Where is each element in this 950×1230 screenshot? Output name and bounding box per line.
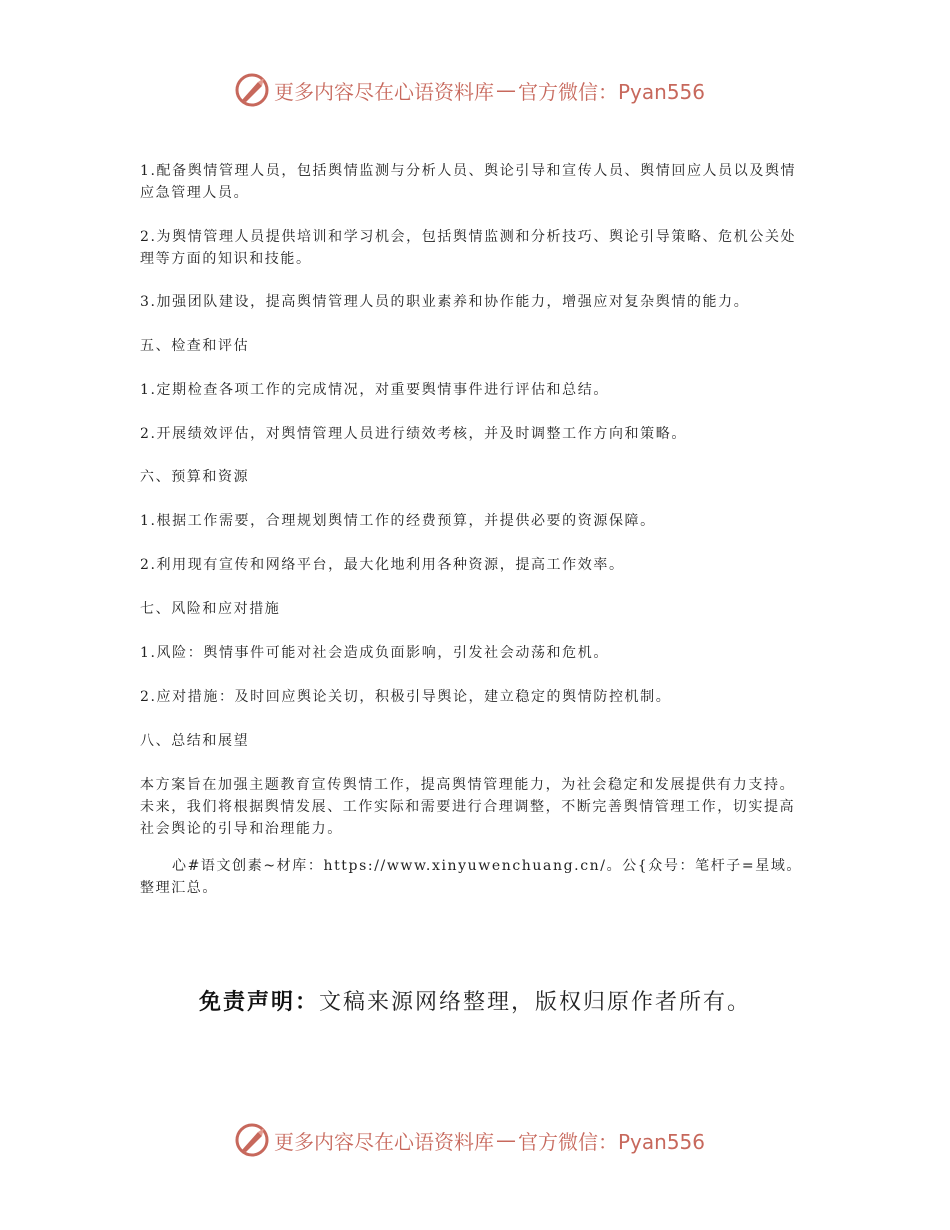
paragraph: 2.利用现有宣传和网络平台，最大化地利用各种资源，提高工作效率。: [140, 557, 625, 573]
banner-separator: —: [496, 1128, 516, 1152]
section-heading: 五、检查和评估: [140, 338, 250, 354]
paragraph: 2.开展绩效评估，对舆情管理人员进行绩效考核，并及时调整工作方向和策略。: [140, 426, 687, 442]
disclaimer-text: 文稿来源网络整理，版权归原作者所有。: [319, 990, 752, 1015]
footer-banner: [0, 1120, 950, 1160]
pen-logo-icon: [234, 72, 270, 108]
pen-logo-icon: [234, 1122, 270, 1158]
paragraph: 1.配备舆情管理人员，包括舆情监测与分析人员、舆论引导和宣传人员、舆情回应人员以及舆情应急管理人员。: [140, 163, 797, 201]
disclaimer: [0, 985, 950, 1016]
source-note: 心#语文创素~材库：https://www.xinyuwenchuang.cn/。公{众号：笔杆子=星域。整理汇总。: [140, 858, 803, 896]
paragraph: 1.根据工作需要，合理规划舆情工作的经费预算，并提供必要的资源保障。: [140, 513, 656, 529]
paragraph: 1.风险：舆情事件可能对社会造成负面影响，引发社会动荡和危机。: [140, 645, 609, 661]
disclaimer-label: 免责声明：: [198, 990, 319, 1015]
section-heading: 六、预算和资源: [140, 469, 250, 485]
section-heading: 八、总结和展望: [140, 733, 250, 749]
banner-title: 更多内容尽在心语资料库: [274, 1129, 494, 1154]
section-heading: 七、风险和应对措施: [140, 601, 281, 617]
paragraph: 2.为舆情管理人员提供培训和学习机会，包括舆情监测和分析技巧、舆论引导策略、危机公关处理等方面的知识和技能。: [140, 229, 797, 267]
banner-wechat: 官方微信：Pyan556: [518, 1129, 706, 1154]
paragraph: 3.加强团队建设，提高舆情管理人员的职业素养和协作能力，增强应对复杂舆情的能力。: [140, 294, 750, 310]
banner-wechat: 官方微信：Pyan556: [518, 79, 706, 104]
header-banner: [0, 70, 950, 110]
banner-separator: —: [496, 78, 516, 102]
banner-title: 更多内容尽在心语资料库: [274, 79, 494, 104]
paragraph: 1.定期检查各项工作的完成情况，对重要舆情事件进行评估和总结。: [140, 382, 609, 398]
paragraph: 本方案旨在加强主题教育宣传舆情工作，提高舆情管理能力，为社会稳定和发展提供有力支持。未来，我们将根据舆情发展、工作实际和需要进行合理调整，不断完善舆情管理工作，切实提高社会舆论的引导和治理能力。: [140, 777, 796, 837]
paragraph: 2.应对措施：及时回应舆论关切，积极引导舆论，建立稳定的舆情防控机制。: [140, 689, 672, 705]
